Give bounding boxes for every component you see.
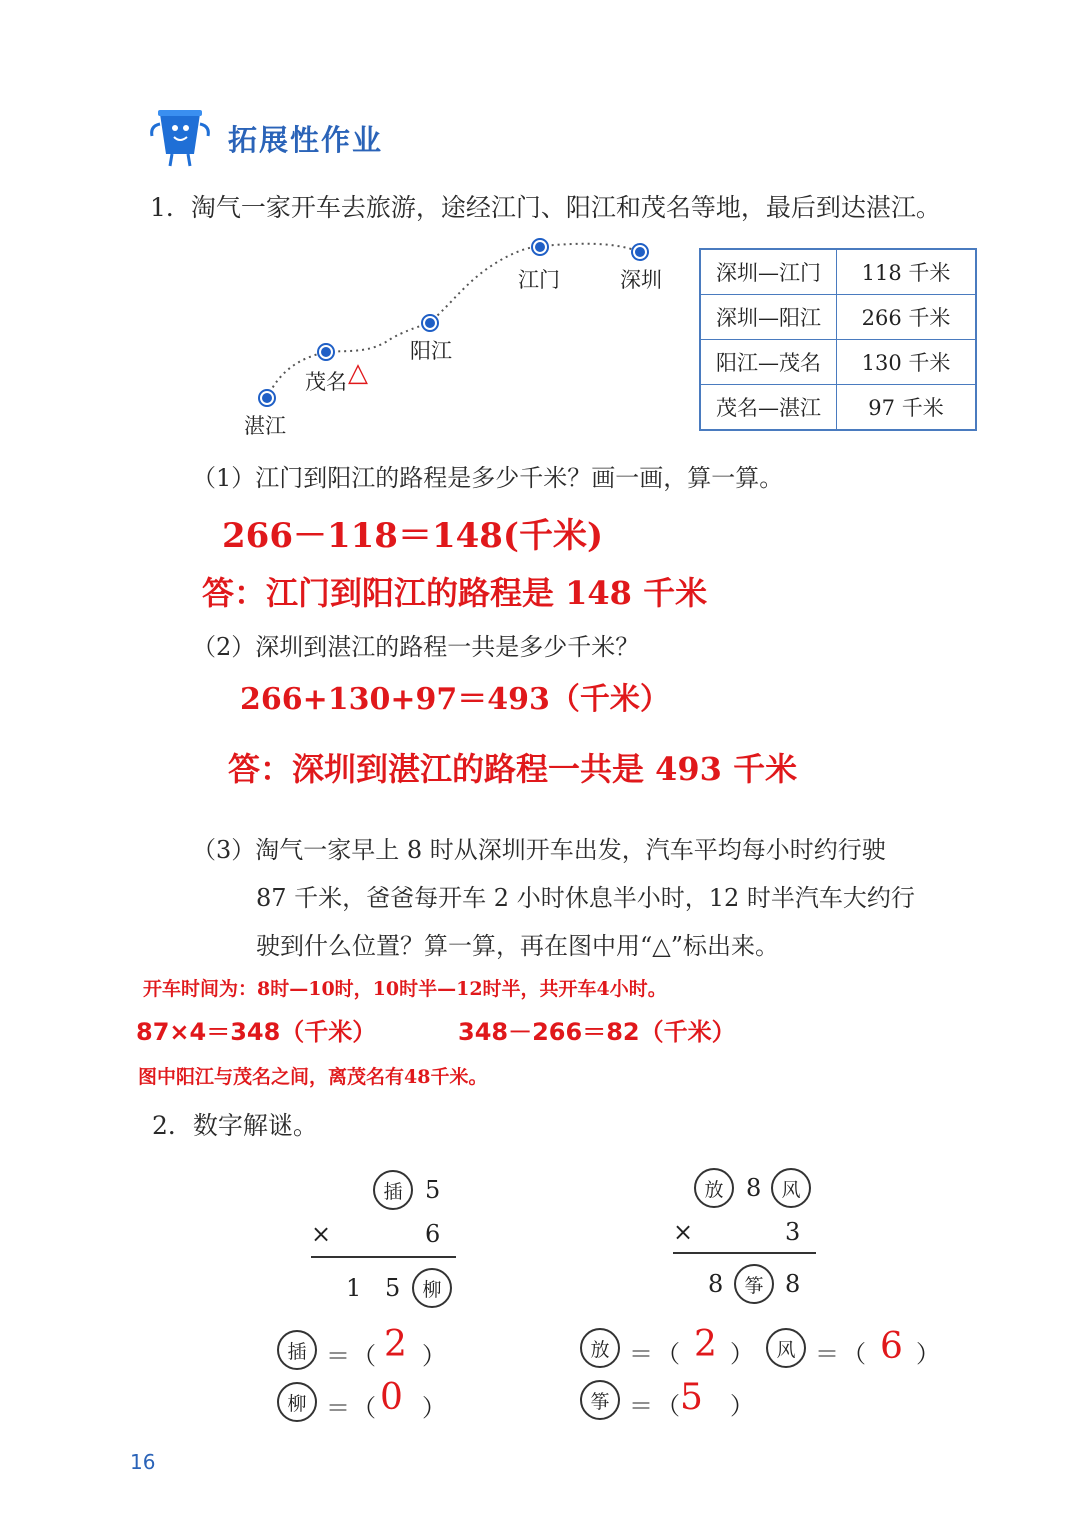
label-maoming: 茂名 — [305, 370, 347, 394]
route-cell: 阳江—茂名 — [700, 340, 837, 385]
char-circle-cha: 插 — [373, 1170, 413, 1210]
result-digit-8: 8 — [708, 1270, 724, 1298]
eq-char-feng: 风 — [766, 1328, 806, 1368]
distance-cell: 266 千米 — [837, 295, 977, 340]
q1-part2-calc: 266+130+97＝493（千米） — [240, 682, 670, 717]
answer-fang: 2 — [694, 1324, 717, 1365]
table-row — [700, 295, 976, 340]
distance-cell: 130 千米 — [837, 340, 977, 385]
eq-char-liu: 柳 — [277, 1382, 317, 1422]
equals-sign: ＝ — [629, 1392, 653, 1420]
paren-close: ） — [422, 1394, 446, 1422]
paren-open: （ — [352, 1394, 376, 1422]
table-row — [700, 340, 976, 385]
paren-close: ） — [422, 1342, 446, 1370]
q1-part1-answer: 答：江门到阳江的路程是 148 千米 — [202, 574, 708, 612]
paren-close: ） — [916, 1340, 940, 1368]
q2-intro: 2．数字解谜。 — [152, 1111, 318, 1140]
q1-part2: （2）深圳到湛江的路程一共是多少千米？ — [192, 633, 640, 661]
answer-cha: 2 — [384, 1324, 407, 1365]
label-jiangmen: 江门 — [518, 268, 560, 292]
eq-char-cha: 插 — [277, 1330, 317, 1370]
digit-3: 3 — [785, 1218, 801, 1246]
table-row — [700, 385, 976, 431]
answer-feng: 6 — [880, 1326, 903, 1367]
eq-char-fang: 放 — [580, 1328, 620, 1368]
distance-cell: 118 千米 — [837, 249, 977, 295]
route-map — [230, 230, 690, 450]
digit-5: 5 — [425, 1176, 441, 1204]
page-number: 16 — [130, 1450, 156, 1474]
result-digit-8: 8 — [785, 1270, 801, 1298]
digit-6: 6 — [425, 1220, 441, 1248]
q1-part3-line1: （3）淘气一家早上 8 时从深圳开车出发，汽车平均每小时约行驶 — [192, 836, 886, 864]
paren-open: （ — [656, 1392, 680, 1420]
distance-table — [699, 248, 977, 431]
paren-open: （ — [842, 1340, 866, 1368]
table-row — [700, 249, 976, 295]
equals-sign: ＝ — [326, 1394, 350, 1422]
route-cell: 深圳—阳江 — [700, 295, 837, 340]
label-shenzhen: 深圳 — [620, 268, 662, 292]
result-digit-5: 5 — [385, 1274, 401, 1302]
char-circle-liu: 柳 — [412, 1268, 452, 1308]
city-dot-zhanjiang — [259, 390, 275, 406]
label-yangjiang: 阳江 — [410, 339, 452, 363]
answer-zheng: 5 — [680, 1377, 703, 1418]
q1-part3-note2: 图中阳江与茂名之间，离茂名有48千米。 — [138, 1066, 488, 1088]
answer-liu: 0 — [380, 1377, 403, 1418]
mascot-icon — [148, 108, 214, 170]
route-cell: 茂名—湛江 — [700, 385, 837, 431]
city-dot-yangjiang — [422, 315, 438, 331]
paren-close: ） — [730, 1340, 754, 1368]
q1-part3-calc-b: 348－266＝82（千米） — [458, 1018, 736, 1046]
triangle-marker: △ — [348, 358, 368, 388]
q1-part3-note1: 开车时间为：8时—10时，10时半—12时半，共开车4小时。 — [143, 978, 667, 1000]
times-sign: × — [673, 1218, 694, 1246]
product-line — [311, 1256, 456, 1258]
city-dot-jiangmen — [532, 239, 548, 255]
city-dot-shenzhen — [632, 244, 648, 260]
char-circle-feng: 风 — [771, 1168, 811, 1208]
q1-part2-answer: 答：深圳到湛江的路程一共是 493 千米 — [228, 750, 798, 788]
times-sign: × — [311, 1220, 332, 1248]
eq-char-zheng: 筝 — [580, 1380, 620, 1420]
q1-part1-calc: 266－118＝148(千米) — [222, 516, 604, 556]
q1-part1: （1）江门到阳江的路程是多少千米？画一画，算一算。 — [192, 464, 784, 492]
digit-8: 8 — [746, 1174, 762, 1202]
label-zhanjiang: 湛江 — [244, 414, 286, 438]
q1-part3-line3: 驶到什么位置？算一算，再在图中用“△”标出来。 — [256, 932, 779, 960]
q1-intro: 1．淘气一家开车去旅游，途经江门、阳江和茂名等地，最后到达湛江。 — [150, 193, 941, 222]
distance-cell: 97 千米 — [837, 385, 977, 431]
q1-part3-line2: 87 千米，爸爸每开车 2 小时休息半小时，12 时半汽车大约行 — [256, 884, 915, 912]
paren-close: ） — [730, 1392, 754, 1420]
char-circle-fang: 放 — [694, 1168, 734, 1208]
paren-open: （ — [656, 1340, 680, 1368]
paren-open: （ — [352, 1342, 376, 1370]
equals-sign: ＝ — [326, 1342, 350, 1370]
product-line — [673, 1252, 816, 1254]
section-title: 拓展性作业 — [228, 123, 384, 157]
city-dot-maoming — [318, 344, 334, 360]
q1-part3-calc-a: 87×4＝348（千米） — [136, 1018, 377, 1046]
result-digit-1: 1 — [346, 1274, 362, 1302]
equals-sign: ＝ — [629, 1340, 653, 1368]
route-cell: 深圳—江门 — [700, 249, 837, 295]
char-circle-zheng: 筝 — [734, 1264, 774, 1304]
equals-sign: ＝ — [815, 1340, 839, 1368]
